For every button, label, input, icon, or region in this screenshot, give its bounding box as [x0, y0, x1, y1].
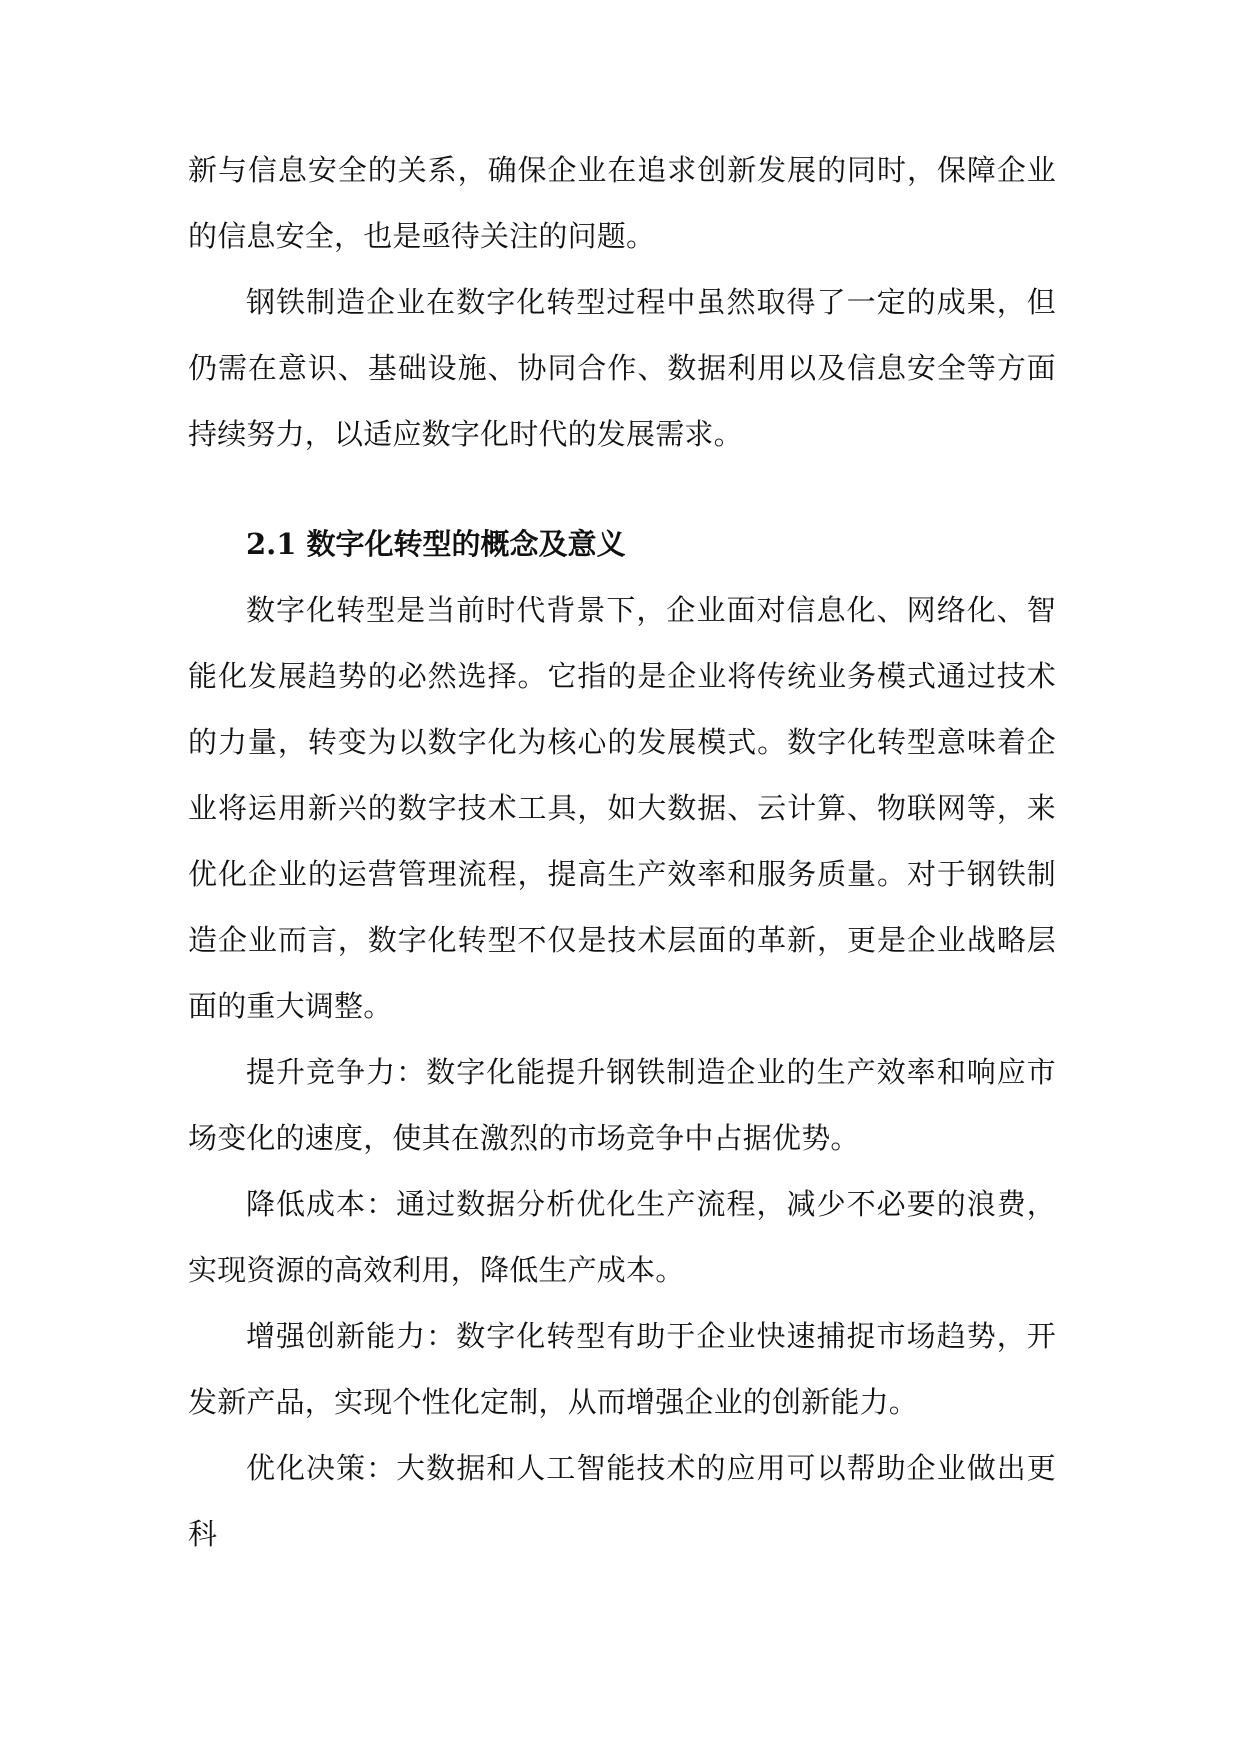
section-heading: 2.1 数字化转型的概念及意义 — [246, 527, 626, 561]
paragraph-summary: 钢铁制造企业在数字化转型过程中虽然取得了一定的成果，但仍需在意识、基础设施、协同合作、数据利用以及信息安全等方面持续努力，以适应数字化时代的发展需求。 — [188, 285, 1056, 451]
paragraph-competitiveness: 提升竞争力：数字化能提升钢铁制造企业的生产效率和响应市场变化的速度，使其在激烈的市场竞争中占据优势。 — [188, 1055, 1056, 1155]
paragraph-innovation: 增强创新能力：数字化转型有助于企业快速捕捉市场趋势，开发新产品，实现个性化定制，从而增强企业的创新能力。 — [188, 1319, 1056, 1419]
paragraph-continued: 新与信息安全的关系，确保企业在追求创新发展的同时，保障企业的信息安全，也是亟待关注的问题。 — [188, 153, 1056, 253]
paragraph-decision: 优化决策：大数据和人工智能技术的应用可以帮助企业做出更科 — [188, 1451, 1056, 1551]
page-body — [188, 137, 1056, 1567]
paragraph-cost-reduction: 降低成本：通过数据分析优化生产流程，减少不必要的浪费，实现资源的高效利用，降低生产成本。 — [188, 1187, 1056, 1287]
paragraph-definition: 数字化转型是当前时代背景下，企业面对信息化、网络化、智能化发展趋势的必然选择。它指的是企业将传统业务模式通过技术的力量，转变为以数字化为核心的发展模式。数字化转型意味着企业将运用新兴的数字技术工具，如大数据、云计算、物联网等，来优化企业的运营管理流程，提高生产效率和服务质量。对于钢铁制造企业而言，数字化转型不仅是技术层面的革新，更是企业战略层面的重大调整。 — [188, 593, 1056, 1023]
